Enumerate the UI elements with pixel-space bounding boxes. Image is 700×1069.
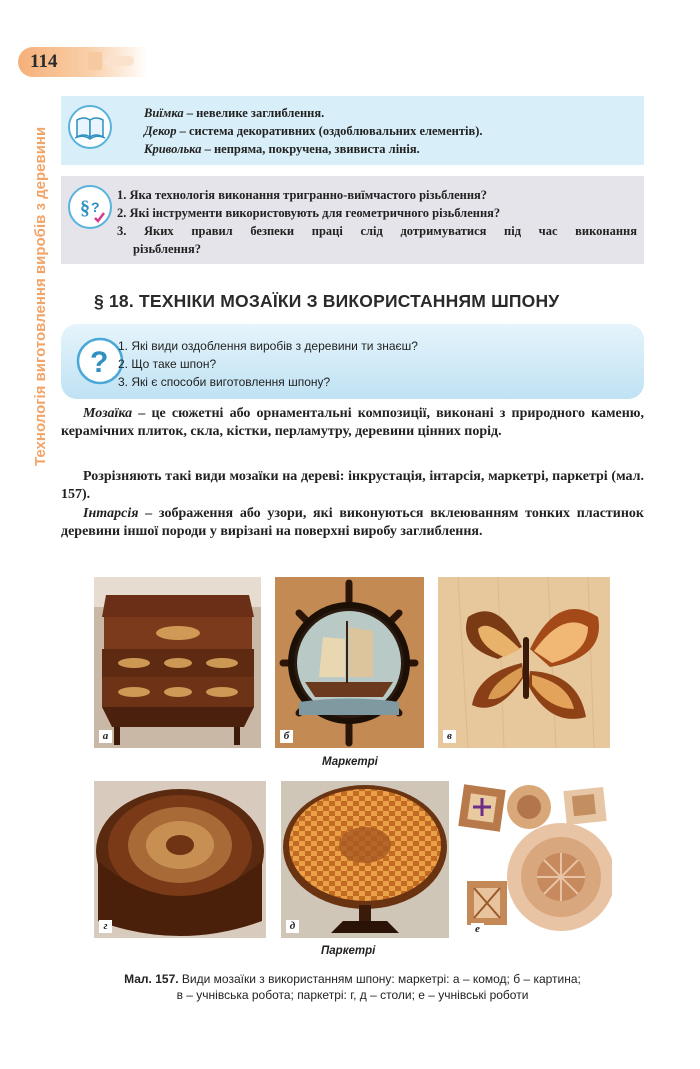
page-number: 114 bbox=[30, 51, 58, 72]
header-logo-icon bbox=[84, 48, 140, 74]
label-parquetry: Паркетрі bbox=[321, 945, 376, 957]
photo-commode bbox=[94, 577, 261, 748]
glossary-item: Криволька – непряма, покручена, звивиста лінія. bbox=[144, 142, 420, 156]
review-questions-box bbox=[61, 176, 644, 264]
warmup-questions-box bbox=[61, 324, 644, 399]
ship-wheel-image bbox=[275, 577, 424, 748]
figure-caption: Мал. 157. Види мозаїки з використанням шпону: маркетрі: а – комод; б – картина; в – учнівська робота; паркетрі: г, д – столи; е – учнівські роботи bbox=[124, 972, 581, 1002]
svg-text:?: ? bbox=[91, 199, 100, 215]
photo-tag: д bbox=[286, 920, 299, 933]
photo-tag: г bbox=[99, 920, 112, 933]
review-question: 1. Яка технологія виконання тригранно-виїмчастого різьблення? bbox=[117, 188, 488, 202]
photo-checker-table bbox=[281, 781, 449, 938]
review-question: 2. Які інструменти використовують для геометричного різьблення? bbox=[117, 206, 501, 220]
warmup-question: 2. Що таке шпон? bbox=[118, 357, 217, 371]
butterfly-image bbox=[438, 577, 610, 748]
glossary-box bbox=[61, 96, 644, 165]
photo-tag: а bbox=[99, 730, 112, 743]
label-marketry: Маркетрі bbox=[322, 756, 378, 768]
svg-text:§: § bbox=[80, 197, 90, 219]
side-chapter-title: Технологія виготовлення виробів з деревини bbox=[32, 126, 49, 466]
book-icon bbox=[67, 104, 113, 150]
paragraph-intarsia: Інтарсія – зображення або узори, які виконуються вклеюванням тонких пластинок деревини іншої породи у вирізані на поверхні виробу заглиблення. bbox=[61, 506, 644, 539]
warmup-question: 1. Які види оздоблення виробів з деревини ти знаєш? bbox=[118, 339, 418, 353]
glossary-item: Декор – система декоративних (оздоблювальних елементів). bbox=[144, 124, 483, 138]
glossary-item: Виїмка – невелике заглиблення. bbox=[144, 106, 325, 120]
svg-text:?: ? bbox=[90, 346, 109, 379]
commode-image bbox=[94, 577, 261, 748]
photo-butterfly bbox=[438, 577, 610, 748]
photo-student-works bbox=[457, 781, 612, 938]
photo-ship-picture bbox=[275, 577, 424, 748]
student-works-image bbox=[457, 781, 612, 938]
review-question: 3. Яких правил безпеки праці слід дотримуватися під час виконання bbox=[117, 224, 637, 238]
warmup-question: 3. Які є способи виготовлення шпону? bbox=[118, 375, 331, 389]
photo-tag: в bbox=[443, 730, 456, 743]
photo-round-table bbox=[94, 781, 266, 938]
checker-table-image bbox=[281, 781, 449, 938]
round-table-image bbox=[94, 781, 266, 938]
review-question-cont: різьблення? bbox=[133, 242, 201, 256]
question-paragraph-icon bbox=[67, 184, 113, 230]
paragraph-types: Розрізняють такі види мозаїки на дереві: інкрустація, інтарсія, маркетрі, паркетрі (мал. 157). bbox=[61, 469, 644, 502]
photo-tag: б bbox=[280, 730, 293, 743]
photo-tag: е bbox=[471, 923, 484, 936]
section-title: § 18. ТЕХНІКИ МОЗАЇКИ З ВИКОРИСТАННЯМ ШПОНУ bbox=[94, 291, 560, 311]
paragraph-mosaic: Мозаїка – це сюжетні або орнаментальні композиції, виконані з природного каменю, керамічних плиток, скла, кістки, перламутру, деревини цінних порід. bbox=[61, 406, 644, 439]
